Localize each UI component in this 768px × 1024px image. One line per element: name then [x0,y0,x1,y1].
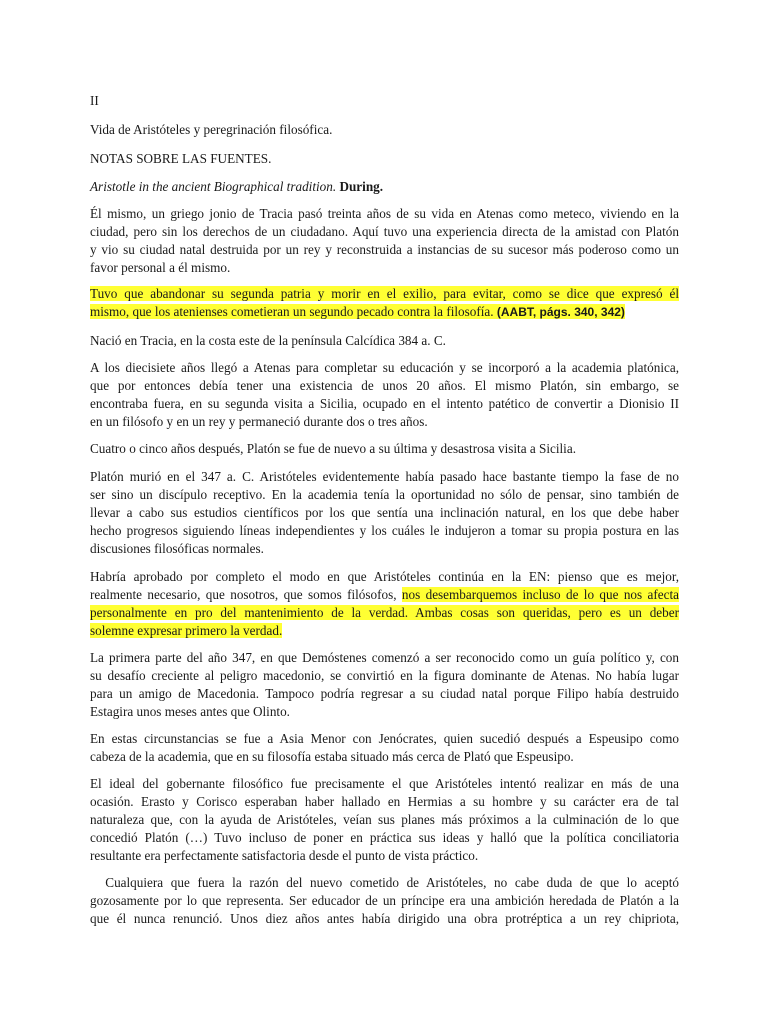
paragraph-line: concedió Platón (…) Tuvo incluso de poner en práctica sus ideas y halló que la política conciliatoria [90,830,679,845]
paragraph-line: que él nunca renunció. Unos diez años antes había dirigido una obra protréptica a un rey chipriota, [90,911,679,926]
paragraph-line: hecho progresos siguiendo líneas independientes y los cuáles le indujeron a tomar su propia postura en las [90,523,679,538]
paragraph-line [90,285,679,303]
paragraph-line: realmente necesario, que nosotros, que somos filósofos, nos desembarquemos incluso de lo que nos afecta [90,587,679,602]
paragraph-line: A los diecisiete años llegó a Atenas para completar su educación y se incorporó a la academia platónica, [90,360,679,375]
paragraph-line: que por entonces debía tener una existencia de unos 20 años. El mismo Platón, sin embargo, se [90,378,679,393]
paragraph-line: en un filósofo y en un rey y permaneció durante dos o tres años. [90,414,428,429]
paragraph-line [90,622,679,640]
paragraph-line: El ideal del gobernante filosófico fue precisamente el que Aristóteles intentó realizar en más de una [90,776,679,791]
highlighted-text: nos desembarquemos incluso de lo que nos afecta [401,587,679,602]
paragraph-line: llevar a cabo sus estudios científicos por los que sentía una inclinación natural, en los que debe haber [90,505,679,520]
source-title: Aristotle in the ancient Biographical tradition. [90,179,337,194]
highlighted-text: personalmente en pro del mantenimiento de la verdad. Ambas cosas son queridas, pero es un deber [90,605,679,620]
highlighted-text: mismo, que los atenienses cometieran un segundo pecado contra la filosofía. (AABT, págs. 340, 342) [90,304,625,319]
paragraph-line: ocasión. Erasto y Corisco esperaban haber hallado en Hermias a su hombre y su carácter era de tal [90,794,679,809]
paragraph-line [90,604,679,622]
source-author: During. [339,179,384,194]
highlighted-text: solemne expresar primero la verdad. [90,623,283,638]
paragraph-line: cabeza de la academia, que en su filosofía estaba situado más cerca de Plató que Espeusipo. [90,749,574,764]
paragraph-line [90,303,679,321]
notes-heading: NOTAS SOBRE LAS FUENTES. [90,151,272,166]
paragraph-line: En estas circunstancias se fue a Asia Menor con Jenócrates, quien sucedió después a Espeusipo como [90,731,679,746]
paragraph-line: naturaleza que, con la ayuda de Aristóteles, veían sus planes más próximos a la culminación de lo que [90,812,679,827]
paragraph-line: favor personal a él mismo. [90,260,231,275]
paragraph-line: La primera parte del año 347, en que Demóstenes comenzó a ser reconocido como un guía político y, con [90,650,679,665]
chapter-title: Vida de Aristóteles y peregrinación filosófica. [90,122,333,137]
paragraph-line: Estagira unos meses antes que Olinto. [90,704,290,719]
paragraph-5: Cuatro o cinco años después, Platón se fue de nuevo a su última y desastrosa visita a Sicilia. [90,441,576,456]
paragraph-line: ciudad, pero sin los derechos de un ciudadano. Aquí tuvo una experiencia directa de la amistad con Platón [90,224,679,239]
paragraph-line: para un amigo de Macedonia. Tampoco podría regresar a su ciudad natal porque Filipo había destruido [90,686,679,701]
paragraph-line: resultante era perfectamente satisfactoria desde el punto de vista práctico. [90,848,479,863]
paragraph-3: Nació en Tracia, en la costa este de la península Calcídica 384 a. C. [90,333,446,348]
paragraph-line: su desafío creciente al peligro macedonio, se convirtió en la figura dominante de Atenas. No había lugar [90,668,679,683]
paragraph-line: ser sino un discípulo receptivo. En la academia tenía la oportunidad no sólo de pensar, sino también de [90,487,679,502]
paragraph-line: encontraba fuera, en su segunda visita a Sicilia, ocupado en el intento patético de convertir a Dionisio II [90,396,679,411]
paragraph-line: gozosamente por lo que representa. Ser educador de un príncipe era una ambición heredada de Platón a la [90,893,679,908]
paragraph-line: Él mismo, un griego jonio de Tracia pasó treinta años de su vida en Atenas como meteco, viviendo en la [90,206,679,221]
paragraph-line: discusiones filosóficas normales. [90,541,264,556]
paragraph-line: Platón murió en el 347 a. C. Aristóteles evidentemente había pasado hace bastante tiempo la fase de no [90,469,679,484]
paragraph-line: y vio su ciudad natal destruida por un rey y reconstruida a instancias de su sucesor más poderoso como un [90,242,679,257]
citation: (AABT, págs. 340, 342) [496,305,625,319]
paragraph-line: Cualquiera que fuera la razón del nuevo cometido de Aristóteles, no cabe duda de que lo aceptó [90,875,679,890]
source-reference [90,178,679,196]
section-number: II [90,93,99,108]
paragraph-line: Habría aprobado por completo el modo en que Aristóteles continúa en la EN: pienso que es mejor, [90,569,679,584]
highlighted-text: Tuvo que abandonar su segunda patria y morir en el exilio, para evitar, como se dice que expresó él [90,286,679,301]
